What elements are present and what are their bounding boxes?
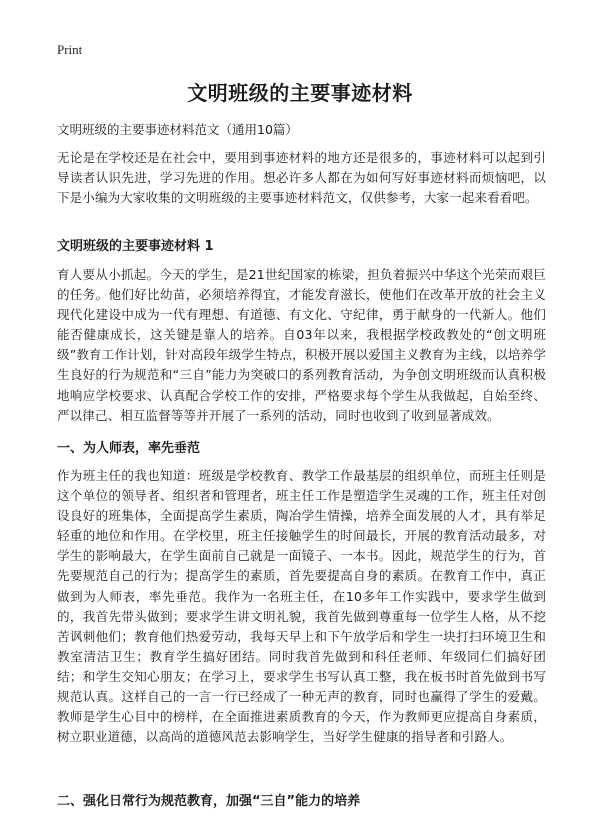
subtitle: 文明班级的主要事迹材料范文（通用10篇） [57,122,298,137]
section-heading: 文明班级的主要事迹材料 1 [57,239,214,254]
section-paragraph: 育人要从小抓起。今天的学生，是21世纪国家的栋梁，担负着振兴中华这个光荣而艰巨的任务。他们好比幼苗，必须培养得宜，才能发育滋长，使他们在改革开放的社会主义现代化建设中成为一代有理想、有道德、有文化、守纪律，勇于献身的一代新人。他们能否健康成长，这关键是靠人的培养。自03年以来，我根据学校政教处的“创文明班级”教育工作计划，针对高段年级学生特点，积极开展以爱国主义教育为主线，以培养学生良好的行为规范和“三自”能力为突破口的系列教育活动，为争创文明班级而认真积极地响应学校要求、认真配合学校工作的安排，严格要求每个学生从我做起，自始至终、严以律己、相互监督等等并开展了一系列的活动，同时也收到了收到显著成效。 [57,267,546,423]
intro-paragraph: 无论是在学校还是在社会中，要用到事迹材料的地方还是很多的，事迹材料可以起到引导读者认识先进，学习先进的作用。想必许多人都在为如何写好事迹材料而烦恼吧，以下是小编为大家收集的文明班级的主要事迹材料范文，仅供参考，大家一起来看看吧。 [57,150,546,206]
subsection-heading-2: 二、强化日常行为规范教育，加强“三自”能力的培养 [57,794,361,809]
subsection-heading-1: 一、为人师表，率先垂范 [57,441,201,456]
subsection-paragraph-1: 作为班主任的我也知道：班级是学校教育、教学工作最基层的组织单位，而班主任则是这个单位的领导者、组织者和管理者，班主任工作是塑造学生灵魂的工作，班主任对创设良好的班集体，全面提高学生素质，陶冶学生情操，培养全面发展的人才，具有举足轻重的地位和作用。在学校里，班主任接触学生的时间最长，开展的教育活动最多，对学生的影响最大，在学生面前自己就是一面镜子、一本书。因此，规范学生的行为，首先要规范自己的行为；提高学生的素质，首先要提高自身的素质。在教育工作中，真正做到为人师表，率先垂范。我作为一名班主任，在10多年工作实践中，要求学生做到的，我首先带头做到；要求学生讲文明礼貌，我首先做到尊重每一位学生人格，从不挖苦讽刺他们；教育他们热爱劳动，我每天早上和下午放学后和学生一块打扫环境卫生和教室清洁卫生；教育学生搞好团结。同时我首先做到和科任老师、年级同仁们搞好团结；和学生交知心朋友；在学习上，要求学生书写认真工整，我在板书时首先做到书写规范认真。这样自己的一言一行已经成了一种无声的教育，同时也赢得了学生的爱戴。教师是学生心目中的榜样，在全面推进素质教育的今天，作为教师更应提高自身素质，树立职业道德，以高尚的道德风范去影响学生，当好学生健康的指导者和引路人。 [57,468,546,745]
page-title: 文明班级的主要事迹材料 [187,81,413,105]
print-link[interactable]: Print [57,42,83,57]
